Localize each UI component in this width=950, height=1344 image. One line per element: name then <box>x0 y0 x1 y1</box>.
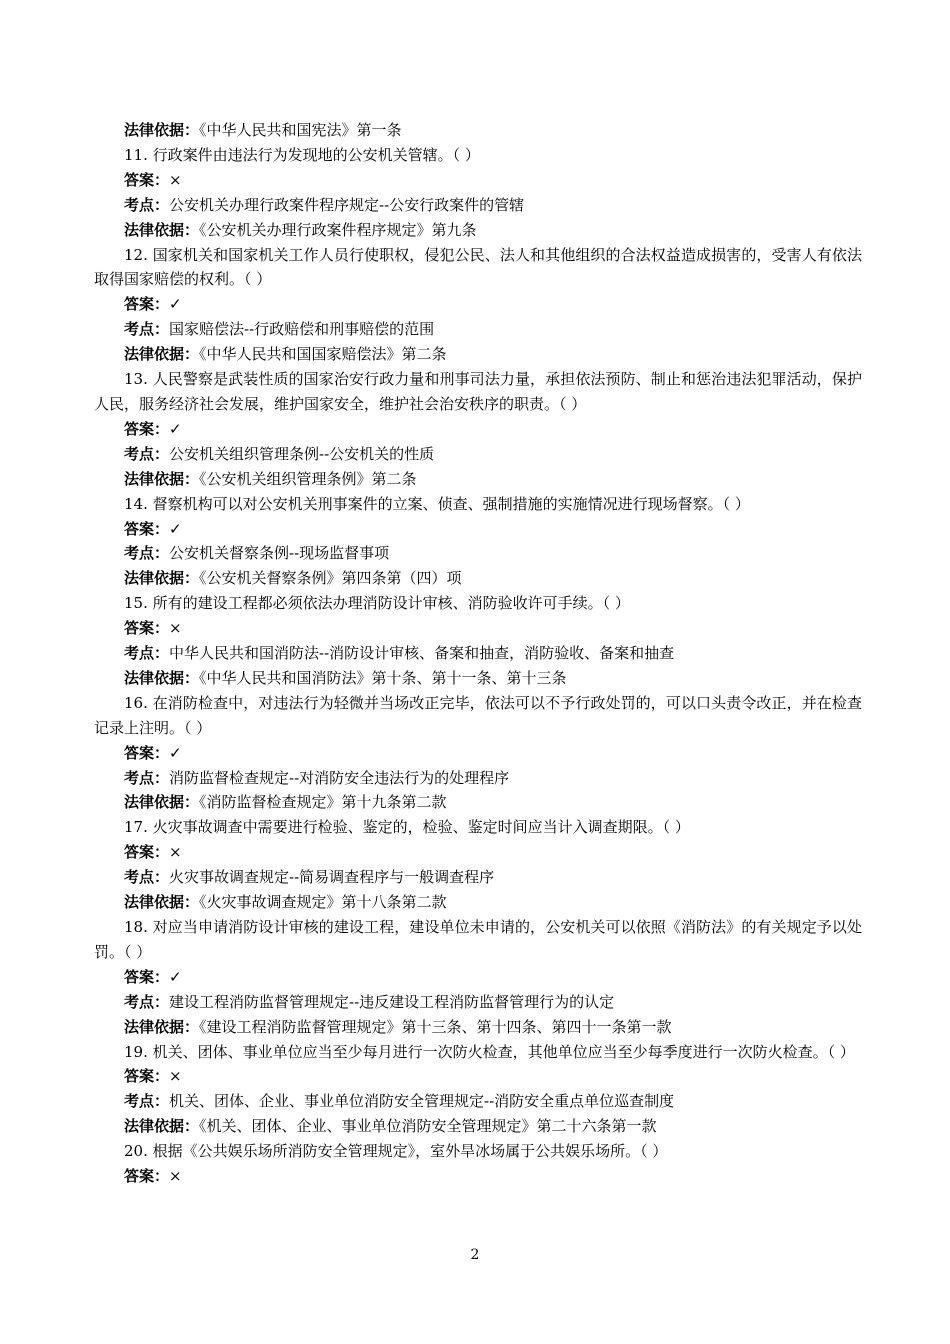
answer-value: ✓ <box>169 967 182 986</box>
answer-line <box>94 1164 862 1189</box>
law-value: 《消防监督检查规定》第十九条第二款 <box>199 793 447 812</box>
answer-line <box>94 1064 862 1089</box>
law-label: 法律依据： <box>124 668 200 687</box>
law-value: 《中华人民共和国消防法》第十条、第十一条、第十三条 <box>199 668 567 687</box>
answer-value: × <box>169 170 182 189</box>
answer-label: 答案： <box>124 170 170 189</box>
answer-line <box>94 517 862 542</box>
question-text: 18. 对应当申请消防设计审核的建设工程，建设单位未申请的，公安机关可以依照《消防法》的有关规定予以处罚。（ ） <box>94 918 862 961</box>
law-label: 法律依据： <box>124 220 200 239</box>
answer-label: 答案： <box>124 1167 170 1186</box>
point-line <box>94 317 862 342</box>
law-line <box>94 1015 862 1040</box>
point-label: 考点： <box>124 544 170 563</box>
answer-value: × <box>169 1067 182 1086</box>
point-line <box>94 990 862 1015</box>
law-label: 法律依据： <box>124 469 200 488</box>
question-text: 19. 机关、团体、事业单位应当至少每月进行一次防火检查，其他单位应当至少每季度进行一次防火检查。（ ） <box>124 1042 855 1061</box>
answer-label: 答案： <box>124 519 170 538</box>
law-label: 法律依据： <box>124 121 200 139</box>
law-label: 法律依据： <box>124 345 200 364</box>
point-label: 考点： <box>124 768 170 787</box>
answer-line <box>94 417 862 442</box>
point-label: 考点： <box>124 320 170 339</box>
law-value: 《建设工程消防监督管理规定》第十三条、第十四条、第四十一条第一款 <box>199 1017 672 1036</box>
law-line <box>94 118 862 143</box>
answer-value: × <box>169 843 182 862</box>
answer-label: 答案： <box>124 619 170 638</box>
answer-line <box>94 292 862 317</box>
point-line <box>94 766 862 791</box>
point-line <box>94 865 862 890</box>
page-number: 2 <box>470 1247 480 1263</box>
law-line <box>94 1114 862 1139</box>
law-label: 法律依据： <box>124 793 200 812</box>
point-value: 中华人民共和国消防法--消防设计审核、备案和抽查，消防验收、备案和抽查 <box>169 644 675 663</box>
point-line <box>94 541 862 566</box>
question-text: 17. 火灾事故调查中需要进行检验、鉴定的，检验、鉴定时间应当计入调查期限。（ ） <box>124 818 690 837</box>
answer-label: 答案： <box>124 843 170 862</box>
point-label: 考点： <box>124 992 170 1011</box>
answer-line <box>94 616 862 641</box>
answer-label: 答案： <box>124 295 170 314</box>
law-label: 法律依据： <box>124 893 200 912</box>
point-label: 考点： <box>124 644 170 663</box>
point-value: 公安机关组织管理条例--公安机关的性质 <box>169 444 435 463</box>
question-text: 16. 在消防检查中，对违法行为轻微并当场改正完毕，依法可以不予行政处罚的，可以口头责令改正，并在检查记录上注明。（ ） <box>94 693 862 737</box>
point-value: 公安机关办理行政案件程序规定--公安行政案件的管辖 <box>169 195 525 214</box>
law-label: 法律依据： <box>124 569 200 588</box>
law-line <box>94 467 862 492</box>
point-value: 国家赔偿法--行政赔偿和刑事赔偿的范围 <box>169 320 435 339</box>
law-line <box>94 218 862 243</box>
answer-label: 答案： <box>124 967 170 986</box>
law-label: 法律依据： <box>124 1117 200 1136</box>
law-value: 《公安机关办理行政案件程序规定》第九条 <box>199 220 477 239</box>
law-value: 《公安机关督察条例》第四条第（四）项 <box>199 569 462 588</box>
point-value: 公安机关督察条例--现场监督事项 <box>169 544 390 563</box>
law-value: 《机关、团体、企业、事业单位消防安全管理规定》第二十六条第一款 <box>199 1117 657 1136</box>
answer-value: ✓ <box>169 295 182 314</box>
point-value: 建设工程消防监督管理规定--违反建设工程消防监督管理行为的认定 <box>169 992 615 1011</box>
point-line <box>94 641 862 666</box>
answer-label: 答案： <box>124 1067 170 1086</box>
point-value: 火灾事故调查规定--简易调查程序与一般调查程序 <box>169 868 495 887</box>
law-value: 《中华人民共和国宪法》第一条 <box>199 121 402 139</box>
law-line <box>94 566 862 591</box>
question-text: 15. 所有的建设工程都必须依法办理消防设计审核、消防验收许可手续。（ ） <box>124 594 630 613</box>
point-label: 考点： <box>124 868 170 887</box>
answer-line <box>94 168 862 193</box>
law-line <box>94 790 862 815</box>
point-value: 消防监督检查规定--对消防安全违法行为的处理程序 <box>169 768 510 787</box>
point-label: 考点： <box>124 195 170 214</box>
question-text: 13. 人民警察是武装性质的国家治安行政力量和刑事司法力量，承担依法预防、制止和惩治违法犯罪活动，保护人民，服务经济社会发展，维护国家安全，维护社会治安秩序的职责。（ ） <box>94 370 862 413</box>
question-text: 11. 行政案件由违法行为发现地的公安机关管辖。（ ） <box>124 145 480 164</box>
question-text: 12. 国家机关和国家机关工作人员行使职权，侵犯公民、法人和其他组织的合法权益造成损害的，受害人有依法取得国家赔偿的权利。（ ） <box>94 245 862 289</box>
answer-value: × <box>169 1167 182 1186</box>
law-label: 法律依据： <box>124 1017 200 1036</box>
law-line <box>94 666 862 691</box>
answer-line <box>94 840 862 865</box>
law-line <box>94 890 862 915</box>
answer-line <box>94 965 862 990</box>
point-line <box>94 1089 862 1114</box>
law-value: 《火灾事故调查规定》第十八条第二款 <box>199 893 447 912</box>
answer-line <box>94 741 862 766</box>
question-text: 20. 根据《公共娱乐场所消防安全管理规定》，室外旱冰场属于公共娱乐场所。（ ） <box>124 1142 668 1161</box>
document-body <box>94 118 862 1189</box>
point-label: 考点： <box>124 1092 170 1111</box>
answer-value: ✓ <box>169 519 182 538</box>
point-label: 考点： <box>124 444 170 463</box>
law-value: 《中华人民共和国国家赔偿法》第二条 <box>199 345 447 364</box>
law-line <box>94 342 862 367</box>
point-value: 机关、团体、企业、事业单位消防安全管理规定--消防安全重点单位巡查制度 <box>169 1092 675 1111</box>
point-line <box>94 193 862 218</box>
answer-label: 答案： <box>124 419 170 438</box>
answer-value: ✓ <box>169 419 182 438</box>
point-line <box>94 442 862 467</box>
answer-label: 答案： <box>124 743 170 762</box>
answer-value: × <box>169 619 182 638</box>
law-value: 《公安机关组织管理条例》第二条 <box>199 469 417 488</box>
question-text: 14. 督察机构可以对公安机关刑事案件的立案、侦查、强制措施的实施情况进行现场督察。（ ） <box>124 494 750 513</box>
answer-value: ✓ <box>169 743 182 762</box>
